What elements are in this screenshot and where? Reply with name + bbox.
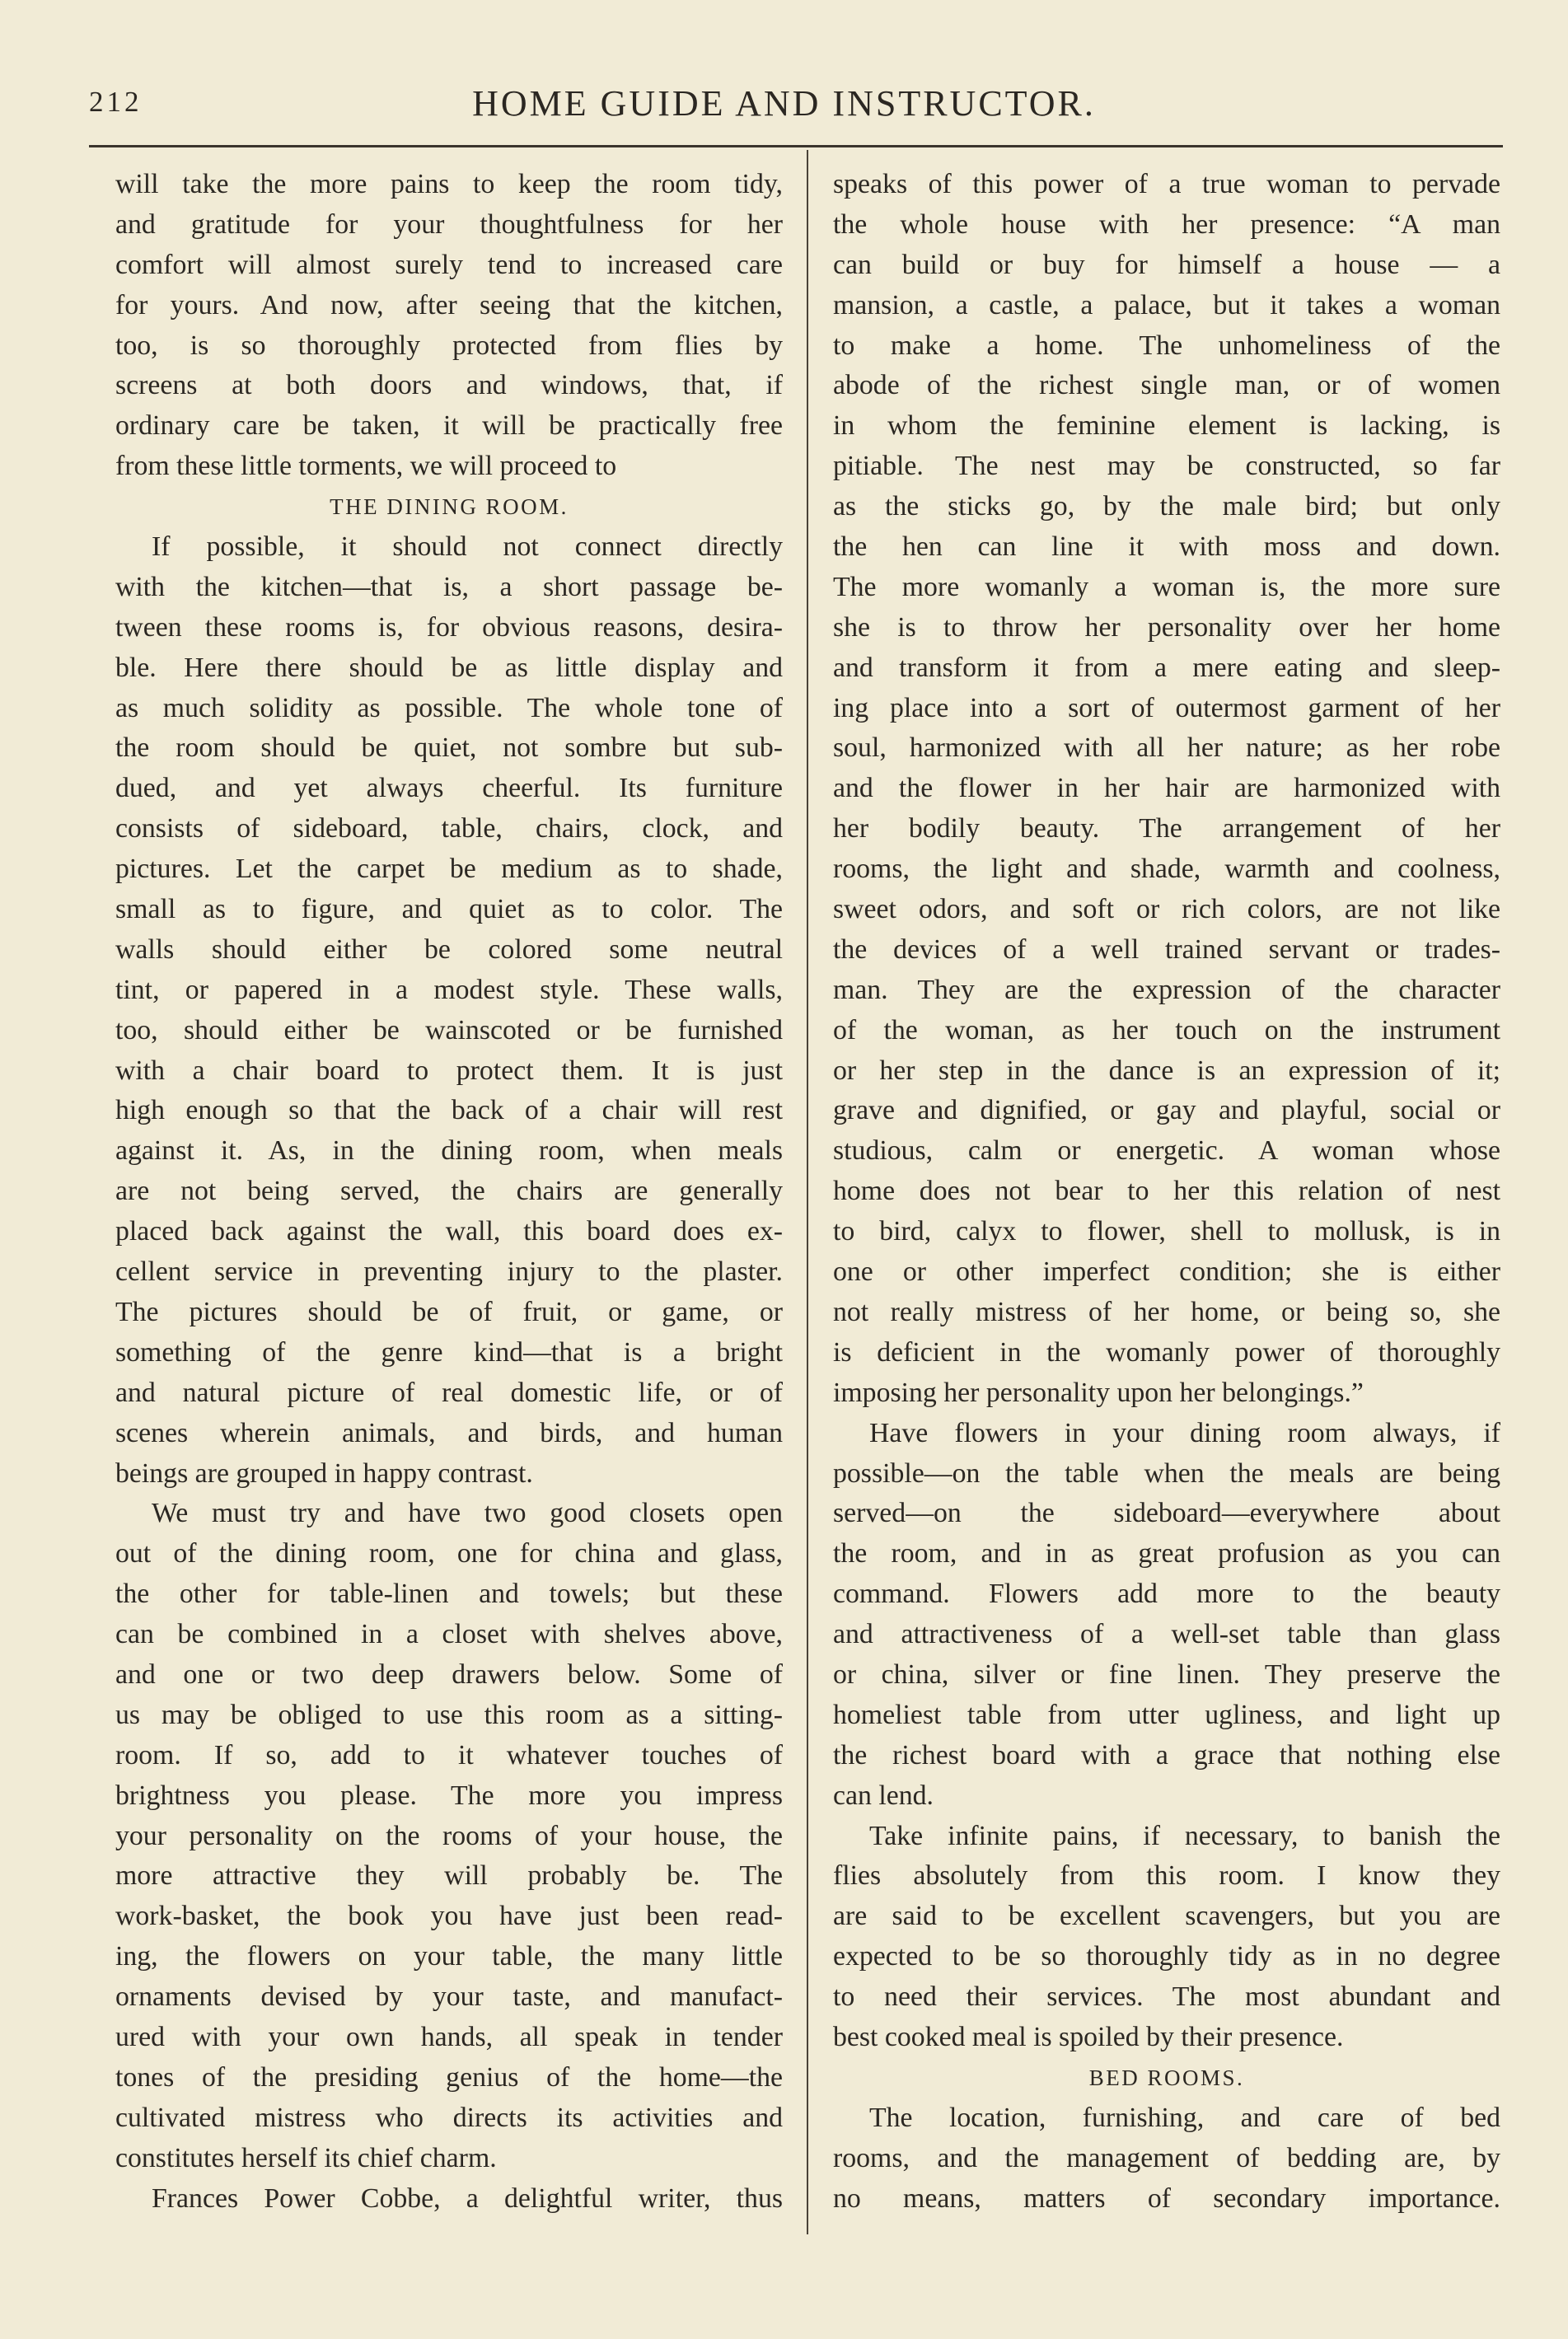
text-line: and attractiveness of a well-set table than glass (833, 1619, 1500, 1650)
text-line: constitutes herself its chief charm. (115, 2142, 497, 2173)
text-line: and gratitude for your thoughtfulness for her (115, 208, 783, 240)
text-line: her bodily beauty. The arrangement of her (833, 813, 1500, 844)
text-line: man. They are the expression of the character (833, 974, 1500, 1005)
text-line: home does not bear to her this relation of nest (833, 1176, 1500, 1207)
section-heading-bed-rooms: BED ROOMS. (1088, 2065, 1245, 2090)
text-line: rooms, the light and shade, warmth and coolness, (833, 854, 1500, 885)
text-line: tones of the presiding genius of the home—the (115, 2061, 783, 2093)
text-line: ured with your own hands, all speak in tender (115, 2021, 783, 2052)
text-line: best cooked meal is spoiled by their presence. (833, 2021, 1344, 2052)
text-line: to need their services. The most abundant and (833, 1981, 1500, 2013)
text-line: comfort will almost surely tend to increased care (115, 249, 783, 280)
text-line: studious, calm or energetic. A woman whose (833, 1135, 1500, 1167)
text-line: walls should either be colored some neutral (115, 933, 783, 965)
text-line: speaks of this power of a true woman to pervade (833, 169, 1500, 199)
text-line: and natural picture of real domestic life, or of (115, 1377, 783, 1408)
text-line: as much solidity as possible. The whole tone of (115, 692, 783, 723)
text-line: If possible, it should not connect directly (152, 531, 783, 563)
text-line: high enough so that the back of a chair will rest (115, 1095, 783, 1126)
text-line: ornaments devised by your taste, and manufact- (115, 1981, 783, 2013)
text-line: to bird, calyx to flower, shell to mollusk, is in (833, 1216, 1500, 1247)
text-line: and one or two deep drawers below. Some of (115, 1658, 783, 1690)
text-line: out of the dining room, one for china and glass, (115, 1538, 783, 1569)
text-line: and transform it from a mere eating and sleep- (833, 652, 1500, 683)
text-line: imposing her personality upon her belongings.” (833, 1377, 1364, 1408)
text-line: ing place into a sort of outermost garment of her (833, 692, 1500, 723)
text-line: us may be obliged to use this room as a sitting- (115, 1699, 783, 1730)
text-line: pictures. Let the carpet be medium as to shade, (115, 854, 783, 885)
text-line: rooms, and the management of bedding are, by (833, 2142, 1500, 2173)
text-line: the devices of a well trained servant or trades- (833, 933, 1500, 965)
right-column (833, 165, 1500, 2219)
text-line: served—on the sideboard—everywhere about (833, 1498, 1500, 1529)
section-heading-dining-room: THE DINING ROOM. (330, 494, 569, 520)
text-line: expected to be so thoroughly tidy as in no degree (833, 1941, 1500, 1972)
text-line: and the flower in her hair are harmonized with (833, 773, 1500, 804)
text-line: more attractive they will probably be. The (115, 1860, 783, 1892)
text-line: is deficient in the womanly power of thoroughly (833, 1336, 1500, 1368)
text-line: the room should be quiet, not sombre but sub- (115, 732, 783, 764)
text-line: the other for table-linen and towels; but these (115, 1579, 783, 1610)
text-line: to make a home. The unhomeliness of the (833, 330, 1500, 361)
text-line: The pictures should be of fruit, or game, or (115, 1296, 783, 1327)
text-line: pitiable. The nest may be constructed, so far (833, 451, 1500, 482)
text-line: no means, matters of secondary importance. (833, 2182, 1500, 2214)
text-line: or china, silver or fine linen. They preserve the (833, 1658, 1500, 1690)
text-line: tween these rooms is, for obvious reasons, desira- (115, 611, 783, 643)
text-line: as the sticks go, by the male bird; but only (833, 491, 1500, 522)
text-line: can build or buy for himself a house — a (833, 249, 1500, 280)
text-line: are not being served, the chairs are generally (115, 1176, 783, 1207)
text-line: in whom the feminine element is lacking, is (833, 410, 1500, 442)
text-line: ing, the flowers on your table, the many little (115, 1941, 783, 1972)
text-line: or her step in the dance is an expression of it; (833, 1055, 1500, 1086)
text-line: The more womanly a woman is, the more sure (833, 571, 1500, 602)
text-line: your personality on the rooms of your house, the (115, 1820, 783, 1851)
text-line: from these little torments, we will proceed to (115, 451, 617, 482)
text-line: dued, and yet always cheerful. Its furniture (115, 773, 783, 804)
text-line: small as to figure, and quiet as to color. The (115, 894, 783, 925)
left-column (115, 165, 783, 2219)
text-line: soul, harmonized with all her nature; as her robe (833, 732, 1500, 764)
text-line: ble. Here there should be as little display and (115, 652, 783, 683)
text-line: homeliest table from utter ugliness, and light up (833, 1699, 1500, 1730)
running-title: HOME GUIDE AND INSTRUCTOR. (472, 83, 1096, 124)
text-line: consists of sideboard, table, chairs, clock, and (115, 813, 783, 844)
page-number: 212 (89, 86, 143, 118)
text-line: not really mistress of her home, or being so, she (833, 1296, 1500, 1327)
text-line: sweet odors, and soft or rich colors, are not like (833, 894, 1500, 925)
text-line: tint, or papered in a modest style. These walls, (115, 974, 783, 1005)
text-line: the hen can line it with moss and down. (833, 531, 1500, 563)
text-line: ordinary care be taken, it will be practically free (115, 410, 783, 442)
text-line: something of the genre kind—that is a bright (115, 1336, 783, 1368)
text-line: Take infinite pains, if necessary, to banish the (869, 1820, 1500, 1851)
text-line: will take the more pains to keep the room tidy, (115, 169, 783, 199)
text-line: one or other imperfect condition; she is either (833, 1256, 1500, 1288)
text-line: the room, and in as great profusion as you can (833, 1538, 1500, 1569)
text-line: flies absolutely from this room. I know they (833, 1860, 1500, 1892)
text-line: can lend. (833, 1780, 934, 1811)
text-line: the whole house with her presence: “A man (833, 208, 1500, 240)
text-line: are said to be excellent scavengers, but you are (833, 1901, 1500, 1932)
text-line: of the woman, as her touch on the instrument (833, 1014, 1500, 1046)
text-line: against it. As, in the dining room, when meals (115, 1135, 783, 1167)
text-line: command. Flowers add more to the beauty (833, 1579, 1500, 1610)
text-line: Have flowers in your dining room always, if (869, 1417, 1500, 1448)
text-line: scenes wherein animals, and birds, and human (115, 1417, 783, 1448)
text-line: room. If so, add to it whatever touches of (115, 1739, 783, 1771)
text-line: work-basket, the book you have just been read- (115, 1901, 783, 1932)
text-line: too, is so thoroughly protected from flies by (115, 330, 783, 361)
text-line: she is to throw her personality over her home (833, 611, 1500, 643)
text-line: the richest board with a grace that nothing else (833, 1739, 1500, 1771)
column-divider (807, 150, 808, 2234)
text-line: possible—on the table when the meals are being (833, 1457, 1500, 1489)
text-line: placed back against the wall, this board does ex- (115, 1216, 783, 1247)
text-line: can be combined in a closet with shelves above, (115, 1619, 783, 1650)
text-line: cellent service in preventing injury to the plaster. (115, 1256, 783, 1288)
text-line: We must try and have two good closets open (152, 1498, 783, 1529)
text-line: abode of the richest single man, or of women (833, 370, 1500, 401)
text-line: Frances Power Cobbe, a delightful writer, thus (152, 2182, 783, 2214)
text-line: for yours. And now, after seeing that the kitchen, (115, 289, 783, 320)
page-header (0, 0, 1568, 148)
text-line: too, should either be wainscoted or be furnished (115, 1014, 783, 1046)
text-line: mansion, a castle, a palace, but it takes a woman (833, 289, 1500, 320)
text-line: beings are grouped in happy contrast. (115, 1457, 533, 1489)
text-line: cultivated mistress who directs its activities and (115, 2102, 783, 2133)
text-line: grave and dignified, or gay and playful, social or (833, 1095, 1500, 1126)
header-rule (89, 145, 1503, 147)
text-line: The location, furnishing, and care of bed (869, 2102, 1500, 2133)
text-line: screens at both doors and windows, that, if (115, 370, 783, 401)
text-line: brightness you please. The more you impress (115, 1780, 783, 1811)
text-line: with the kitchen—that is, a short passage be- (115, 571, 783, 602)
text-line: with a chair board to protect them. It is just (115, 1055, 783, 1086)
